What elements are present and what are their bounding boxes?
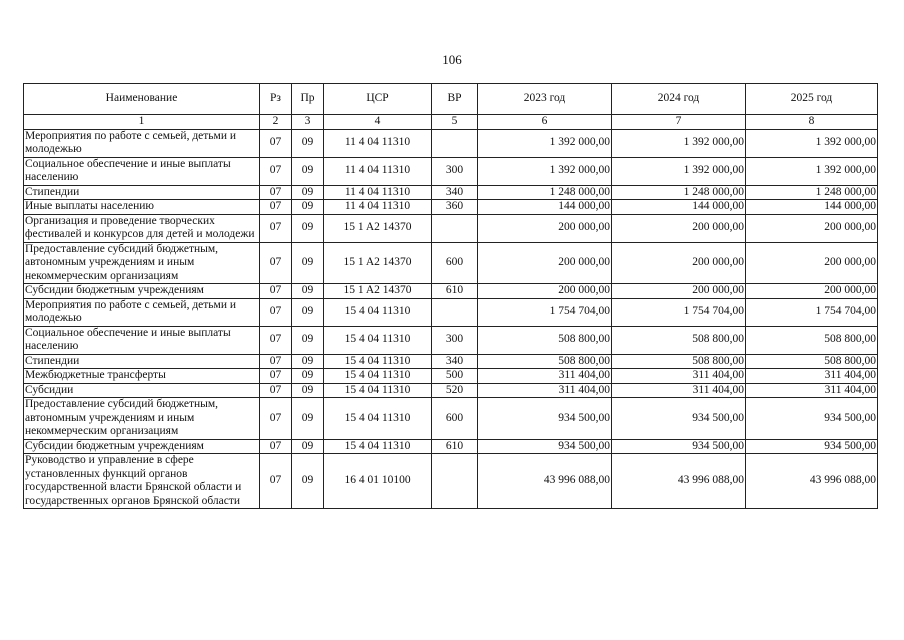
row-csr: 15 4 04 11310 — [324, 369, 432, 384]
column-number-row — [24, 115, 878, 130]
row-csr: 15 4 04 11310 — [324, 298, 432, 326]
column-number: 5 — [432, 115, 478, 130]
row-csr: 15 1 A2 14370 — [324, 214, 432, 242]
table-row — [24, 454, 878, 509]
row-pr: 09 — [292, 185, 324, 200]
row-amount-2025: 934 500,00 — [746, 439, 878, 454]
row-amount-2023: 144 000,00 — [478, 200, 612, 215]
row-rz: 07 — [260, 214, 292, 242]
table-row — [24, 242, 878, 284]
row-amount-2025: 1 392 000,00 — [746, 129, 878, 157]
row-amount-2024: 934 500,00 — [612, 398, 746, 440]
page-number: 106 — [442, 52, 462, 67]
row-amount-2025: 1 754 704,00 — [746, 298, 878, 326]
row-rz: 07 — [260, 157, 292, 185]
table-row — [24, 354, 878, 369]
row-vr: 610 — [432, 439, 478, 454]
row-rz: 07 — [260, 298, 292, 326]
row-amount-2024: 934 500,00 — [612, 439, 746, 454]
row-name: Стипендии — [24, 185, 260, 200]
row-vr: 340 — [432, 354, 478, 369]
table-row — [24, 439, 878, 454]
column-number: 4 — [324, 115, 432, 130]
row-name: Субсидии бюджетным учреждениям — [24, 284, 260, 299]
row-rz: 07 — [260, 439, 292, 454]
row-pr: 09 — [292, 369, 324, 384]
row-name: Мероприятия по работе с семьей, детьми и молодежью — [24, 129, 260, 157]
row-vr — [432, 298, 478, 326]
row-amount-2025: 508 800,00 — [746, 326, 878, 354]
budget-table — [23, 83, 878, 509]
row-amount-2024: 144 000,00 — [612, 200, 746, 215]
header-row — [24, 84, 878, 115]
row-rz: 07 — [260, 284, 292, 299]
table-row — [24, 214, 878, 242]
row-amount-2024: 311 404,00 — [612, 369, 746, 384]
column-number: 2 — [260, 115, 292, 130]
row-pr: 09 — [292, 383, 324, 398]
row-amount-2024: 1 392 000,00 — [612, 157, 746, 185]
row-name: Предоставление субсидий бюджетным, автономным учреждениям и иным некоммерческим организациям — [24, 398, 260, 440]
row-amount-2025: 1 248 000,00 — [746, 185, 878, 200]
row-vr: 610 — [432, 284, 478, 299]
row-amount-2024: 200 000,00 — [612, 242, 746, 284]
row-pr: 09 — [292, 354, 324, 369]
row-csr: 15 1 A2 14370 — [324, 242, 432, 284]
row-pr: 09 — [292, 200, 324, 215]
row-vr — [432, 214, 478, 242]
row-rz: 07 — [260, 200, 292, 215]
row-pr: 09 — [292, 439, 324, 454]
row-pr: 09 — [292, 214, 324, 242]
row-rz: 07 — [260, 354, 292, 369]
row-amount-2023: 200 000,00 — [478, 242, 612, 284]
row-rz: 07 — [260, 383, 292, 398]
row-rz: 07 — [260, 185, 292, 200]
row-vr: 600 — [432, 242, 478, 284]
row-csr: 11 4 04 11310 — [324, 185, 432, 200]
row-amount-2023: 43 996 088,00 — [478, 454, 612, 509]
row-name: Иные выплаты населению — [24, 200, 260, 215]
row-amount-2025: 43 996 088,00 — [746, 454, 878, 509]
row-amount-2025: 934 500,00 — [746, 398, 878, 440]
header-rz: Рз — [260, 84, 292, 115]
row-csr: 15 4 04 11310 — [324, 398, 432, 440]
header-2024: 2024 год — [612, 84, 746, 115]
table-row — [24, 369, 878, 384]
row-pr: 09 — [292, 284, 324, 299]
column-number: 3 — [292, 115, 324, 130]
row-amount-2025: 200 000,00 — [746, 242, 878, 284]
row-name: Руководство и управление в сфере установленных функций органов государственной власти Брянской области и государственных органов Брянской области — [24, 454, 260, 509]
row-pr: 09 — [292, 398, 324, 440]
row-amount-2025: 144 000,00 — [746, 200, 878, 215]
row-pr: 09 — [292, 242, 324, 284]
row-pr: 09 — [292, 129, 324, 157]
row-rz: 07 — [260, 129, 292, 157]
row-amount-2023: 311 404,00 — [478, 369, 612, 384]
column-number: 7 — [612, 115, 746, 130]
row-vr: 520 — [432, 383, 478, 398]
header-csr: ЦСР — [324, 84, 432, 115]
row-csr: 15 4 04 11310 — [324, 439, 432, 454]
row-name: Предоставление субсидий бюджетным, автономным учреждениям и иным некоммерческим организациям — [24, 242, 260, 284]
table-row — [24, 298, 878, 326]
row-name: Субсидии — [24, 383, 260, 398]
row-csr: 11 4 04 11310 — [324, 200, 432, 215]
row-rz: 07 — [260, 398, 292, 440]
row-amount-2024: 311 404,00 — [612, 383, 746, 398]
header-pr: Пр — [292, 84, 324, 115]
column-number: 8 — [746, 115, 878, 130]
row-amount-2023: 1 754 704,00 — [478, 298, 612, 326]
row-csr: 16 4 01 10100 — [324, 454, 432, 509]
row-csr: 15 4 04 11310 — [324, 326, 432, 354]
row-amount-2024: 508 800,00 — [612, 326, 746, 354]
row-amount-2024: 1 754 704,00 — [612, 298, 746, 326]
row-vr: 600 — [432, 398, 478, 440]
table-row — [24, 383, 878, 398]
row-pr: 09 — [292, 298, 324, 326]
row-pr: 09 — [292, 326, 324, 354]
row-vr: 500 — [432, 369, 478, 384]
table-row — [24, 200, 878, 215]
row-name: Организация и проведение творческих фестивалей и конкурсов для детей и молодежи — [24, 214, 260, 242]
row-pr: 09 — [292, 157, 324, 185]
row-name: Стипендии — [24, 354, 260, 369]
row-rz: 07 — [260, 454, 292, 509]
row-csr: 15 1 A2 14370 — [324, 284, 432, 299]
row-amount-2023: 311 404,00 — [478, 383, 612, 398]
row-rz: 07 — [260, 242, 292, 284]
table-row — [24, 129, 878, 157]
header-vr: ВР — [432, 84, 478, 115]
row-vr — [432, 129, 478, 157]
row-amount-2025: 1 392 000,00 — [746, 157, 878, 185]
row-amount-2023: 1 392 000,00 — [478, 129, 612, 157]
column-number: 6 — [478, 115, 612, 130]
row-pr: 09 — [292, 454, 324, 509]
table-row — [24, 284, 878, 299]
table-row — [24, 398, 878, 440]
row-vr: 300 — [432, 326, 478, 354]
table-row — [24, 326, 878, 354]
row-amount-2023: 200 000,00 — [478, 214, 612, 242]
table-row — [24, 185, 878, 200]
row-amount-2024: 508 800,00 — [612, 354, 746, 369]
row-amount-2025: 200 000,00 — [746, 284, 878, 299]
row-vr: 300 — [432, 157, 478, 185]
row-amount-2024: 43 996 088,00 — [612, 454, 746, 509]
row-name: Социальное обеспечение и иные выплаты населению — [24, 157, 260, 185]
header-name: Наименование — [24, 84, 260, 115]
row-name: Межбюджетные трансферты — [24, 369, 260, 384]
row-amount-2025: 508 800,00 — [746, 354, 878, 369]
row-name: Субсидии бюджетным учреждениям — [24, 439, 260, 454]
row-rz: 07 — [260, 369, 292, 384]
row-name: Социальное обеспечение и иные выплаты населению — [24, 326, 260, 354]
row-csr: 15 4 04 11310 — [324, 354, 432, 369]
row-csr: 11 4 04 11310 — [324, 129, 432, 157]
row-amount-2024: 200 000,00 — [612, 284, 746, 299]
row-amount-2024: 1 392 000,00 — [612, 129, 746, 157]
row-amount-2024: 1 248 000,00 — [612, 185, 746, 200]
row-amount-2023: 1 392 000,00 — [478, 157, 612, 185]
row-amount-2025: 311 404,00 — [746, 369, 878, 384]
row-vr: 360 — [432, 200, 478, 215]
table-body — [24, 129, 878, 509]
row-amount-2023: 934 500,00 — [478, 439, 612, 454]
header-2023: 2023 год — [478, 84, 612, 115]
row-amount-2023: 1 248 000,00 — [478, 185, 612, 200]
row-amount-2025: 200 000,00 — [746, 214, 878, 242]
header-2025: 2025 год — [746, 84, 878, 115]
row-amount-2025: 311 404,00 — [746, 383, 878, 398]
row-amount-2024: 200 000,00 — [612, 214, 746, 242]
row-amount-2023: 508 800,00 — [478, 326, 612, 354]
row-rz: 07 — [260, 326, 292, 354]
row-name: Мероприятия по работе с семьей, детьми и молодежью — [24, 298, 260, 326]
table-row — [24, 157, 878, 185]
row-csr: 15 4 04 11310 — [324, 383, 432, 398]
row-vr — [432, 454, 478, 509]
column-number: 1 — [24, 115, 260, 130]
row-amount-2023: 934 500,00 — [478, 398, 612, 440]
row-csr: 11 4 04 11310 — [324, 157, 432, 185]
row-vr: 340 — [432, 185, 478, 200]
row-amount-2023: 200 000,00 — [478, 284, 612, 299]
row-amount-2023: 508 800,00 — [478, 354, 612, 369]
